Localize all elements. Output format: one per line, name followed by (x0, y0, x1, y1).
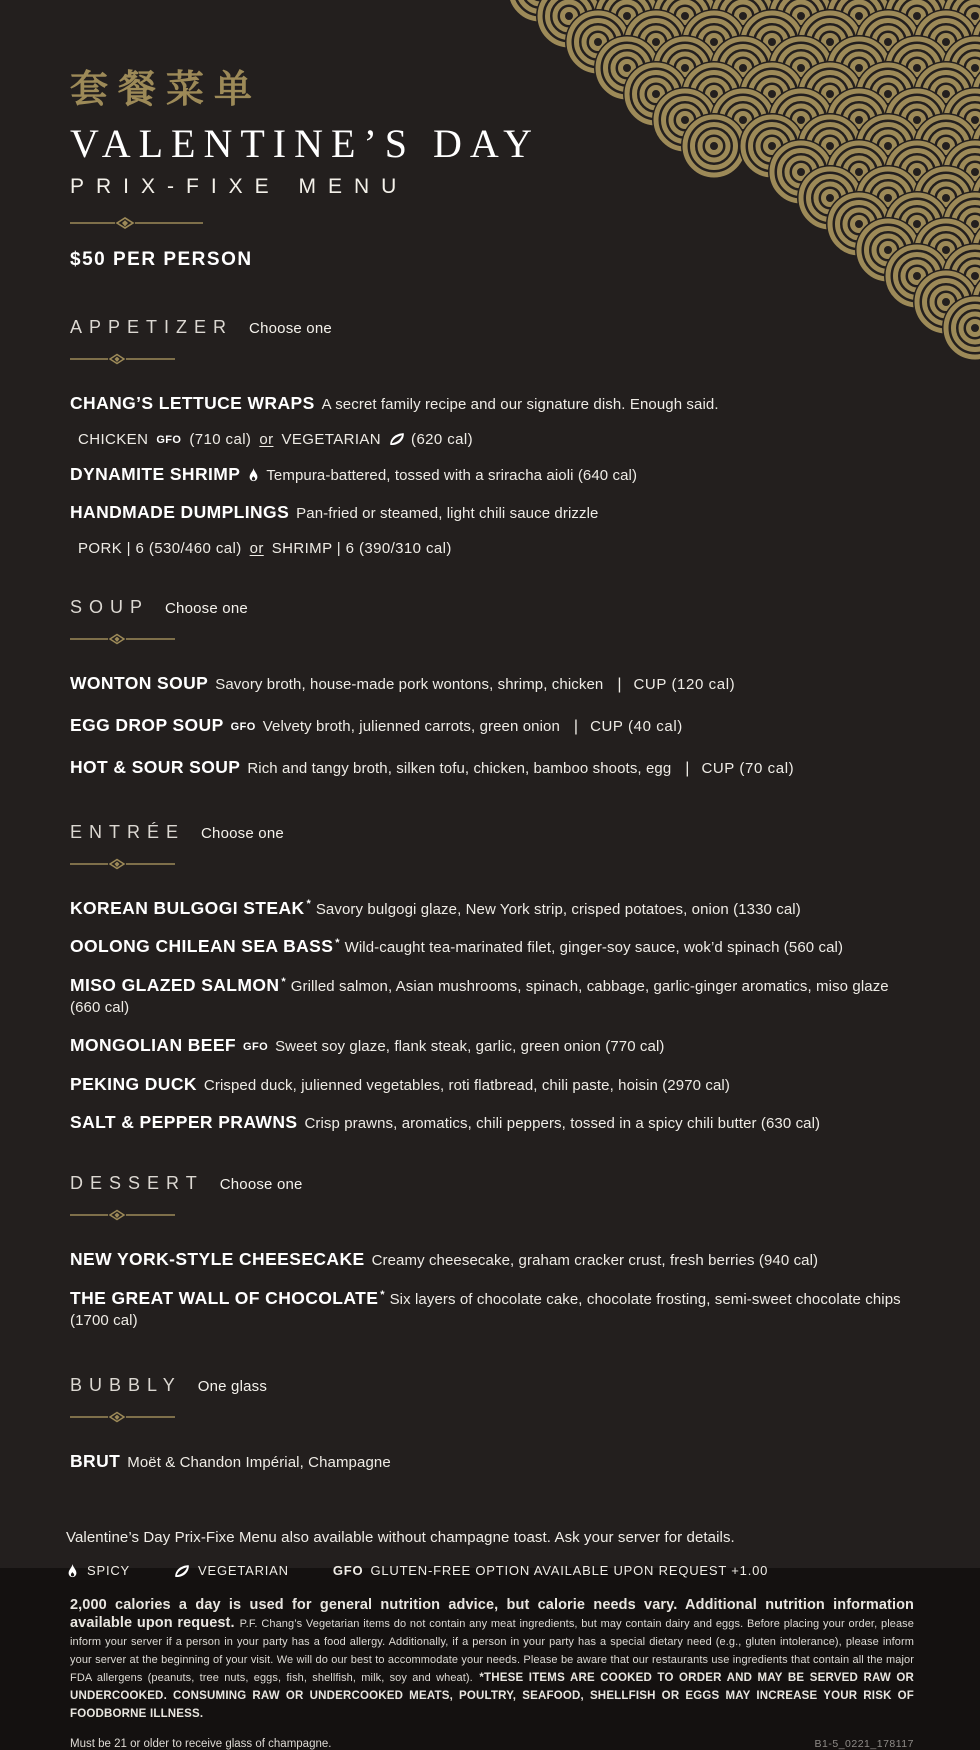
fine-print (70, 1596, 914, 1722)
separator: | (574, 718, 578, 735)
menu-item (70, 1287, 914, 1332)
page-title: VALENTINE’S DAY (70, 122, 914, 166)
item-name: KOREAN BULGOGI STEAK (70, 898, 305, 918)
legend-vegetarian (174, 1563, 289, 1578)
option-calories: (620 cal) (411, 431, 473, 448)
vegetarian-leaf-icon (389, 432, 405, 446)
choose-instruction: One glass (198, 1378, 267, 1395)
item-name: BRUT (70, 1451, 120, 1471)
dietary-legend (66, 1563, 914, 1578)
cooked-to-order-mark: * (380, 1289, 384, 1301)
section-title: APPETIZER (70, 317, 233, 338)
allergy-disclaimer: P.F. Chang’s Vegetarian items do not contain any meat ingredients, but may contain dairy and eggs. Before placing your order, please inform your server if a person in your party has a food allergy. Additionally, if a person in your party has a special dietary need (e.g., gluten intolerance), please inform your server at the beginning of your visit. We will do our best to accommodate your needs. Please be aware that our restaurants use ingredients that contain all the major FDA allergens (peanuts, tree nuts, eggs, fish, shellfish, milk, soy and wheat). (70, 1618, 914, 1684)
spicy-flame-icon (247, 468, 260, 482)
item-name: EGG DROP SOUP (70, 715, 224, 735)
item-description: Sweet soy glaze, flank steak, garlic, green onion (770 cal) (275, 1038, 664, 1055)
section-appetizer (70, 317, 914, 557)
item-description: Crisped duck, julienned vegetables, roti flatbread, chili paste, hoisin (2970 cal) (204, 1077, 730, 1094)
menu-item (70, 672, 914, 696)
menu-item (70, 1073, 914, 1097)
item-description: Savory bulgogi glaze, New York strip, crisped potatoes, onion (1330 cal) (316, 901, 801, 918)
or-text: or (259, 431, 273, 448)
section-title: ENTRÉE (70, 822, 185, 843)
section-title: SOUP (70, 597, 149, 618)
item-name: OOLONG CHILEAN SEA BASS (70, 936, 333, 956)
ornamental-divider (70, 1408, 176, 1426)
item-name: SALT & PEPPER PRAWNS (70, 1112, 297, 1132)
footer-bottom-row (70, 1738, 914, 1750)
age-requirement: Must be 21 or older to receive glass of champagne. (70, 1738, 331, 1750)
section-title: DESSERT (70, 1173, 204, 1194)
menu-subtitle: PRIX-FIXE MENU (70, 175, 914, 199)
cooked-to-order-mark: * (281, 976, 285, 988)
item-name: MISO GLAZED SALMON (70, 975, 279, 995)
separator: | (617, 676, 621, 693)
section-header (70, 1375, 914, 1396)
section-dessert (70, 1173, 914, 1331)
item-description: Six layers of chocolate cake, chocolate frosting, semi-sweet chocolate chips (1700 cal) (70, 1291, 901, 1329)
section-header (70, 317, 914, 338)
item-serving: CUP (120 cal) (634, 676, 736, 693)
document-code: B1-5_0221_178117 (815, 1738, 914, 1750)
item-name: CHANG’S LETTUCE WRAPS (70, 393, 315, 413)
ornamental-divider (70, 1206, 176, 1224)
menu-item (70, 1034, 914, 1058)
item-name: DYNAMITE SHRIMP (70, 464, 240, 484)
menu-item (70, 974, 914, 1019)
gfo-badge: GFO (333, 1563, 364, 1578)
section-entree (70, 822, 914, 1136)
legend-label: VEGETARIAN (198, 1563, 289, 1578)
calorie-advice: 2,000 calories a day is used for general nutrition advice, but calorie needs vary. Additional nutrition information available upon request. (70, 1597, 914, 1631)
ornamental-divider (70, 214, 205, 232)
ornamental-divider (70, 350, 176, 368)
legend-label: SPICY (87, 1563, 130, 1578)
menu-footer (70, 1529, 914, 1750)
item-name: HOT & SOUR SOUP (70, 757, 240, 777)
ornamental-divider (70, 630, 176, 648)
item-description: Moët & Chandon Impérial, Champagne (127, 1454, 391, 1471)
menu-item (70, 463, 914, 487)
item-description: Wild-caught tea-marinated filet, ginger-soy sauce, wok’d spinach (560 cal) (345, 939, 843, 956)
option-label: SHRIMP | 6 (390/310 cal) (272, 540, 452, 557)
item-description: Pan-fried or steamed, light chili sauce drizzle (296, 505, 598, 522)
item-options (78, 431, 914, 448)
menu-item (70, 1450, 914, 1474)
gfo-badge: GFO (156, 434, 181, 446)
section-header (70, 822, 914, 843)
item-name: PEKING DUCK (70, 1074, 197, 1094)
legend-label: GLUTEN-FREE OPTION AVAILABLE UPON REQUEST +1.00 (370, 1563, 768, 1578)
menu-item (70, 392, 914, 416)
option-label: CHICKEN (78, 431, 148, 448)
item-name: WONTON SOUP (70, 673, 208, 693)
separator: | (685, 760, 689, 777)
or-text: or (250, 540, 264, 557)
gfo-badge: GFO (231, 721, 256, 733)
item-name: HANDMADE DUMPLINGS (70, 502, 289, 522)
section-header (70, 597, 914, 618)
choose-instruction: Choose one (249, 320, 332, 337)
item-description: Tempura-battered, tossed with a sriracha aioli (640 cal) (266, 467, 637, 484)
choose-instruction: Choose one (201, 825, 284, 842)
raw-food-warning: *THESE ITEMS ARE COOKED TO ORDER AND MAY BE SERVED RAW OR UNDERCOOKED. CONSUMING RAW OR UNDERCOOKED MEATS, POULTRY, SEAFOOD, SHELLFISH OR EGGS MAY INCREASE YOUR RISK OF FOODBORNE ILLNESS. (70, 1672, 914, 1720)
menu-item (70, 714, 914, 738)
item-description: Grilled salmon, Asian mushrooms, spinach, cabbage, garlic-ginger aromatics, miso glaze (660 cal) (70, 978, 889, 1016)
price-per-person: $50 PER PERSON (70, 249, 914, 271)
vegetarian-leaf-icon (174, 1564, 190, 1578)
item-name: THE GREAT WALL OF CHOCOLATE (70, 1288, 378, 1308)
choose-instruction: Choose one (220, 1176, 303, 1193)
menu-item (70, 1248, 914, 1272)
item-name: MONGOLIAN BEEF (70, 1035, 236, 1055)
option-label: PORK | 6 (530/460 cal) (78, 540, 242, 557)
menu-item (70, 1111, 914, 1135)
choose-instruction: Choose one (165, 600, 248, 617)
menu-item (70, 501, 914, 525)
item-description: A secret family recipe and our signature dish. Enough said. (322, 396, 719, 413)
item-serving: CUP (70 cal) (701, 760, 794, 777)
spicy-flame-icon (66, 1564, 79, 1578)
champagne-note: Valentine’s Day Prix-Fixe Menu also available without champagne toast. Ask your server for details. (66, 1529, 914, 1546)
item-name: NEW YORK-STYLE CHEESECAKE (70, 1249, 365, 1269)
menu-header (70, 70, 914, 271)
item-description: Savory broth, house-made pork wontons, shrimp, chicken (215, 676, 603, 693)
section-header (70, 1173, 914, 1194)
item-description: Creamy cheesecake, graham cracker crust, fresh berries (940 cal) (372, 1252, 819, 1269)
item-description: Velvety broth, julienned carrots, green onion (263, 718, 560, 735)
chinese-title: 套餐菜单 (70, 70, 914, 112)
cooked-to-order-mark: * (307, 898, 311, 910)
gfo-badge: GFO (243, 1041, 268, 1053)
menu-item (70, 935, 914, 959)
menu-item (70, 756, 914, 780)
item-description: Rich and tangy broth, silken tofu, chicken, bamboo shoots, egg (247, 760, 671, 777)
ornamental-divider (70, 855, 176, 873)
item-options (78, 540, 914, 557)
option-label: VEGETARIAN (281, 431, 381, 448)
item-description: Crisp prawns, aromatics, chili peppers, tossed in a spicy chili butter (630 cal) (304, 1115, 820, 1132)
section-title: BUBBLY (70, 1375, 182, 1396)
cooked-to-order-mark: * (335, 937, 339, 949)
option-calories: (710 cal) (189, 431, 251, 448)
item-serving: CUP (40 cal) (590, 718, 683, 735)
section-bubbly (70, 1375, 914, 1474)
section-soup (70, 597, 914, 779)
legend-spicy (66, 1563, 130, 1578)
menu-item (70, 897, 914, 921)
legend-gfo (333, 1563, 768, 1578)
